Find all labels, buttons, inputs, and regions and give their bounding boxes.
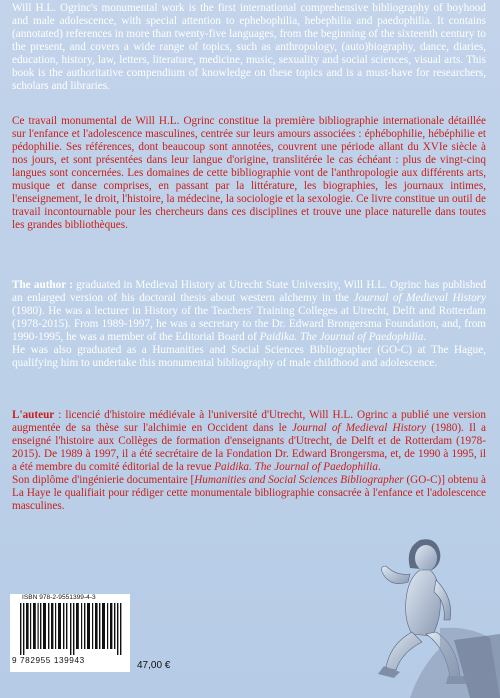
author-french-qualification-title: Humanities and Social Sciences Bibliographer (194, 474, 404, 487)
isbn-barcode (10, 594, 130, 672)
author-english-text-2: (1980). He was a lecturer in History of the Teachers' Training Colleges at Utrecht, Delft and Rotterdam (1978-2015). From 1989-1997, he was a secretary to the Dr. Edward Brongersma Foundation, and, from 1990-1995, he was a member of the Editorial Board of (12, 305, 486, 344)
isbn-label: ISBN 978-2-9551399-4-3 (22, 594, 96, 601)
barcode-bars (20, 603, 124, 655)
author-french-text-3: . (377, 461, 381, 474)
author-french-label: L'auteur (12, 409, 55, 421)
author-english-text-1: graduated in Medieval History at Utrecht State University, Will H.L. Ogrinc has published an enlarged version of his doctoral thesis about western alchemy in the (12, 279, 486, 305)
author-english-section (12, 279, 486, 370)
seated-youth-engraving (350, 508, 500, 698)
author-english-journal: Journal of Medieval History (353, 292, 487, 305)
french-intro-paragraph (12, 115, 486, 232)
french-intro-text: Ce travail monumental de Will H.L. Ogrinc constitue la première bibliographie internationale détaillée sur l'enfance et l'adolescence masculines, centrée sur leurs amours associées : éphébophilie, hébéphilie et pédophilie. Ses références, dont beaucoup sont annotées, couvrent une période allant du XVIe siècle à nos jours, et sont présentées dans leur langue d'origine, translitérée le cas échéant : plus de vingt-cinq langues sont concernées. Les domaines de cette bibliographie vont de l'anthropologie aux différents arts, musique et danse comprises, en passant par la littérature, les biographies, les journaux intimes, l'enseignement, le droit, l'histoire, la médecine, la sociologie et la sexologie. Ce livre constitue un outil de travail incontournable pour les chercheurs dans ces disciplines et trouve une place naturelle dans toutes les grandes bibliothèques. (12, 115, 486, 232)
english-intro-paragraph (12, 2, 486, 93)
author-french-journal: Journal of Medieval History (291, 422, 427, 435)
english-intro-text: Will H.L. Ogrinc's monumental work is the first international comprehensive bibliography of boyhood and male adolescence, with special attention to ephebophilia, hebephilia and paedophilia. It contains (annotated) references in more than twenty-five languages, from the beginning of the sixteenth century to the present, and covers a wide range of topics, such as anthropology, (auto)biography, dance, diaries, education, history, law, letters, literature, medicine, music, sexuality and social sciences, visual arts. This book is the authoritative compendium of knowledge on these topics and is a must-have for researchers, scholars and libraries. (12, 2, 486, 93)
author-french-qualification-c: (GO-C)] obtenu à La Haye le qualifiait pour rédiger cette monumentale bibliographie consacrée à l'enfance et l'adolescence masculines. (12, 474, 486, 513)
author-english-text-3: . (423, 331, 427, 344)
author-english-label: The author : (12, 279, 73, 291)
author-english-paidika: Paidika. The Journal of Paedophilia (259, 331, 424, 344)
author-english-qualification: He was also graduated as a Humanities and Social Sciences Bibliographer (GO-C) at The Hague, qualifying him to undertake this monumental bibliography of male childhood and adolescence. (12, 344, 486, 370)
author-french-section (12, 409, 486, 513)
author-french-text-2: (1980). Il a enseigné l'histoire aux Collèges de formation d'enseignants d'Utrecht, de Delft et de Rotterdam (1978-2015). De 1989 à 1997, il a été secrétaire de la Fondation Dr. Edward Brongersma, et, de 1990 à 1995, il a été membre du comité éditorial de la revue (12, 422, 486, 474)
author-french-paidika: Paidika. The Journal of Paedophilia (214, 461, 378, 474)
author-french-text-1: : licencié d'histoire médiévale à l'université d'Utrecht, Will H.L. Ogrinc a publié une version augmentée de sa thèse sur l'alchimie en Occident dans le (12, 409, 486, 435)
isbn-digits: 9 782955 139943 (12, 656, 85, 665)
price: 47,00 € (137, 660, 171, 671)
author-french-qualification-a: Son diplôme d'ingénierie documentaire [ (12, 474, 195, 487)
